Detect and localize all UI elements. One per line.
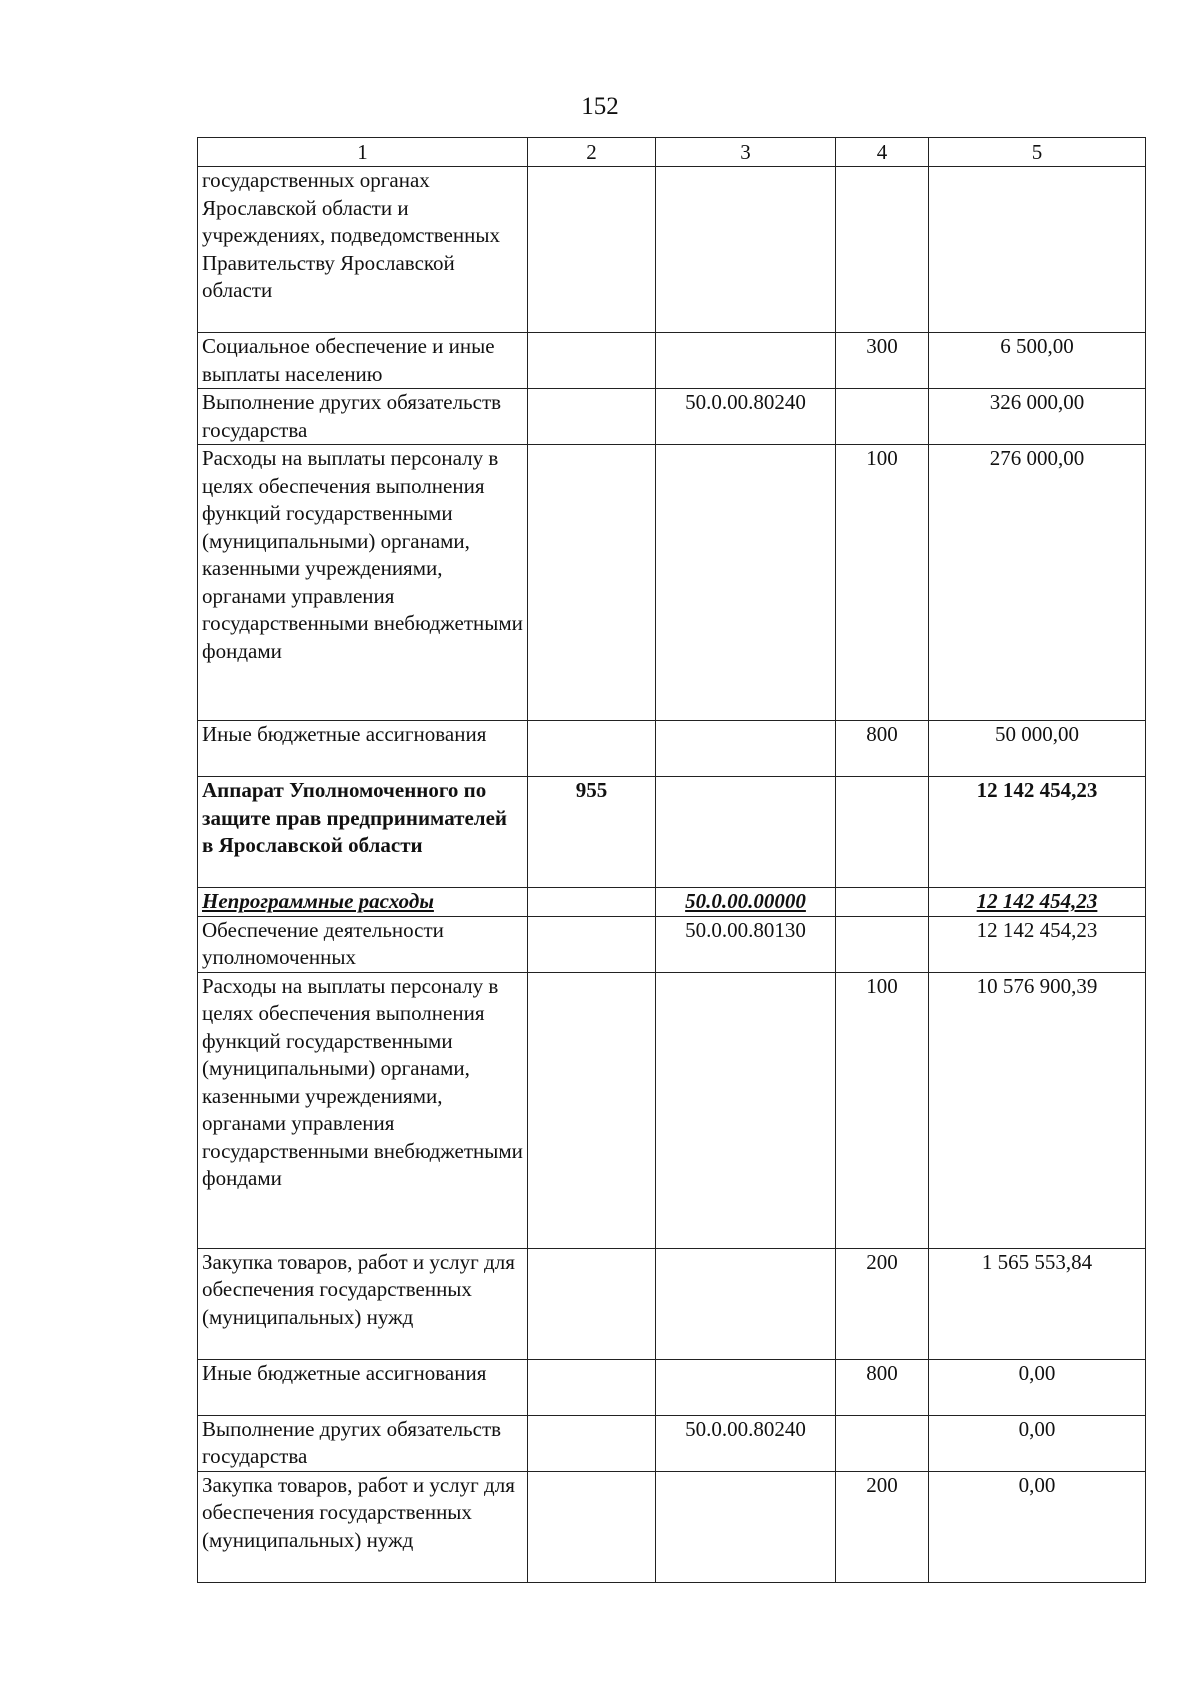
row-expense-type-cell <box>836 972 929 1248</box>
table-body <box>198 167 1146 1583</box>
row-department-code-cell <box>528 1248 656 1359</box>
row-name-cell <box>198 1471 528 1582</box>
row-amount-cell <box>929 972 1146 1248</box>
column-header-1: 1 <box>198 138 528 167</box>
row-name-cell-text: Аппарат Уполномоченного по защите прав предпринимателей в Ярославской области <box>202 778 508 857</box>
table-row <box>198 888 1146 917</box>
row-target-article-cell <box>656 1359 836 1415</box>
row-expense-type-cell-text: 200 <box>866 1249 898 1274</box>
row-department-code-cell <box>528 972 656 1248</box>
row-amount-cell-text: 0,00 <box>1018 1416 1056 1441</box>
row-department-code-cell <box>528 721 656 777</box>
row-name-cell-text: Непрограммные расходы <box>202 889 434 913</box>
row-name-cell-text: Закупка товаров, работ и услуг для обеспечения государственных (муниципальных) нужд <box>202 1249 515 1329</box>
row-target-article-cell <box>656 721 836 777</box>
row-target-article-cell <box>656 777 836 888</box>
row-target-article-cell <box>656 1248 836 1359</box>
row-target-article-cell <box>656 1415 836 1471</box>
row-expense-type-cell <box>836 389 929 445</box>
row-target-article-cell <box>656 916 836 972</box>
row-amount-cell <box>929 445 1146 721</box>
table-row <box>198 1471 1146 1582</box>
row-name-cell-text: Расходы на выплаты персоналу в целях обеспечения выполнения функций государственными (муниципальными) органами, казенными учреждениями, органами управления государственными внебюджетными фондами <box>202 973 523 1190</box>
row-expense-type-cell <box>836 916 929 972</box>
row-amount-cell <box>929 721 1146 777</box>
row-expense-type-cell <box>836 333 929 389</box>
row-amount-cell-text: 12 142 454,23 <box>976 778 1098 802</box>
row-name-cell <box>198 1415 528 1471</box>
row-amount-cell <box>929 1248 1146 1359</box>
row-amount-cell-text: 10 576 900,39 <box>976 973 1098 998</box>
row-expense-type-cell-text: 200 <box>866 1472 898 1497</box>
row-target-article-cell <box>656 972 836 1248</box>
table-row <box>198 916 1146 972</box>
row-target-article-cell <box>656 167 836 333</box>
row-name-cell <box>198 888 528 917</box>
row-amount-cell <box>929 1471 1146 1582</box>
row-amount-cell-text: 12 142 454,23 <box>976 889 1098 913</box>
row-name-cell <box>198 389 528 445</box>
row-expense-type-cell <box>836 1415 929 1471</box>
budget-table <box>197 137 1146 1583</box>
row-target-article-cell-text: 50.0.00.80240 <box>685 1416 806 1441</box>
column-header-5: 5 <box>929 138 1146 167</box>
row-expense-type-cell-text: 100 <box>866 446 898 470</box>
row-department-code-cell <box>528 1359 656 1415</box>
row-department-code-cell <box>528 445 656 721</box>
row-name-cell <box>198 333 528 389</box>
row-amount-cell-text: 1 565 553,84 <box>981 1249 1093 1274</box>
row-name-cell-text: Выполнение других обязательств государства <box>202 390 502 442</box>
row-name-cell <box>198 445 528 721</box>
page-number: 152 <box>581 93 619 120</box>
row-name-cell <box>198 972 528 1248</box>
row-name-cell-text: Закупка товаров, работ и услуг для обеспечения государственных (муниципальных) нужд <box>202 1472 515 1552</box>
column-header-4: 4 <box>836 138 929 167</box>
row-target-article-cell <box>656 445 836 721</box>
row-expense-type-cell <box>836 721 929 777</box>
table-row <box>198 721 1146 777</box>
table-row <box>198 1248 1146 1359</box>
row-amount-cell <box>929 777 1146 888</box>
row-department-code-cell <box>528 777 656 888</box>
row-name-cell <box>198 721 528 777</box>
row-name-cell-text: Выполнение других обязательств государства <box>202 1416 502 1468</box>
row-target-article-cell-text: 50.0.00.80240 <box>685 390 806 414</box>
row-name-cell <box>198 777 528 888</box>
row-expense-type-cell <box>836 888 929 917</box>
row-amount-cell-text: 50 000,00 <box>995 722 1079 746</box>
row-expense-type-cell-text: 100 <box>866 973 898 998</box>
row-expense-type-cell <box>836 1359 929 1415</box>
row-target-article-cell <box>656 1471 836 1582</box>
row-department-code-cell <box>528 1471 656 1582</box>
row-target-article-cell <box>656 389 836 445</box>
row-amount-cell-text: 0,00 <box>1018 1472 1056 1497</box>
table-row <box>198 167 1146 333</box>
row-amount-cell <box>929 888 1146 917</box>
row-name-cell-text: государственных органах Ярославской области и учреждениях, подведомственных Правительству Ярославской области <box>202 168 500 302</box>
table-row <box>198 389 1146 445</box>
row-name-cell-text: Расходы на выплаты персоналу в целях обеспечения выполнения функций государственными (муниципальными) органами, казенными учреждениями, органами управления государственными внебюджетными фондами <box>202 446 523 663</box>
row-amount-cell-text: 326 000,00 <box>989 390 1085 414</box>
row-department-code-cell-text: 955 <box>575 778 608 802</box>
row-amount-cell-text: 12 142 454,23 <box>976 917 1098 942</box>
table-row <box>198 972 1146 1248</box>
row-target-article-cell <box>656 888 836 917</box>
row-name-cell <box>198 167 528 333</box>
row-expense-type-cell <box>836 1248 929 1359</box>
row-expense-type-cell <box>836 167 929 333</box>
row-name-cell-text: Иные бюджетные ассигнования <box>202 1360 487 1385</box>
row-amount-cell <box>929 167 1146 333</box>
table-row <box>198 777 1146 888</box>
row-amount-cell <box>929 389 1146 445</box>
row-amount-cell <box>929 1359 1146 1415</box>
row-target-article-cell-text: 50.0.00.80130 <box>685 917 806 942</box>
row-department-code-cell <box>528 888 656 917</box>
row-name-cell-text: Обеспечение деятельности уполномоченных <box>202 917 444 969</box>
row-expense-type-cell <box>836 1471 929 1582</box>
table-row <box>198 1359 1146 1415</box>
row-amount-cell-text: 6 500,00 <box>1000 334 1074 358</box>
row-name-cell-text: Иные бюджетные ассигнования <box>202 722 487 746</box>
row-amount-cell-text: 276 000,00 <box>989 446 1085 470</box>
table-row <box>198 445 1146 721</box>
row-target-article-cell-text: 50.0.00.00000 <box>685 889 806 913</box>
row-expense-type-cell-text: 800 <box>866 1360 898 1385</box>
row-amount-cell <box>929 333 1146 389</box>
row-expense-type-cell-text: 800 <box>866 722 898 746</box>
row-department-code-cell <box>528 333 656 389</box>
table-header-row <box>198 138 1146 167</box>
row-expense-type-cell <box>836 777 929 888</box>
row-name-cell-text: Социальное обеспечение и иные выплаты населению <box>202 334 495 386</box>
row-expense-type-cell <box>836 445 929 721</box>
row-name-cell <box>198 1359 528 1415</box>
row-amount-cell-text: 0,00 <box>1018 1360 1056 1385</box>
table-row <box>198 333 1146 389</box>
row-amount-cell <box>929 1415 1146 1471</box>
row-amount-cell <box>929 916 1146 972</box>
row-department-code-cell <box>528 1415 656 1471</box>
column-header-2: 2 <box>528 138 656 167</box>
row-name-cell <box>198 1248 528 1359</box>
row-name-cell <box>198 916 528 972</box>
row-expense-type-cell-text: 300 <box>866 334 898 358</box>
table-row <box>198 1415 1146 1471</box>
column-header-3: 3 <box>656 138 836 167</box>
row-target-article-cell <box>656 333 836 389</box>
row-department-code-cell <box>528 167 656 333</box>
row-department-code-cell <box>528 389 656 445</box>
row-department-code-cell <box>528 916 656 972</box>
